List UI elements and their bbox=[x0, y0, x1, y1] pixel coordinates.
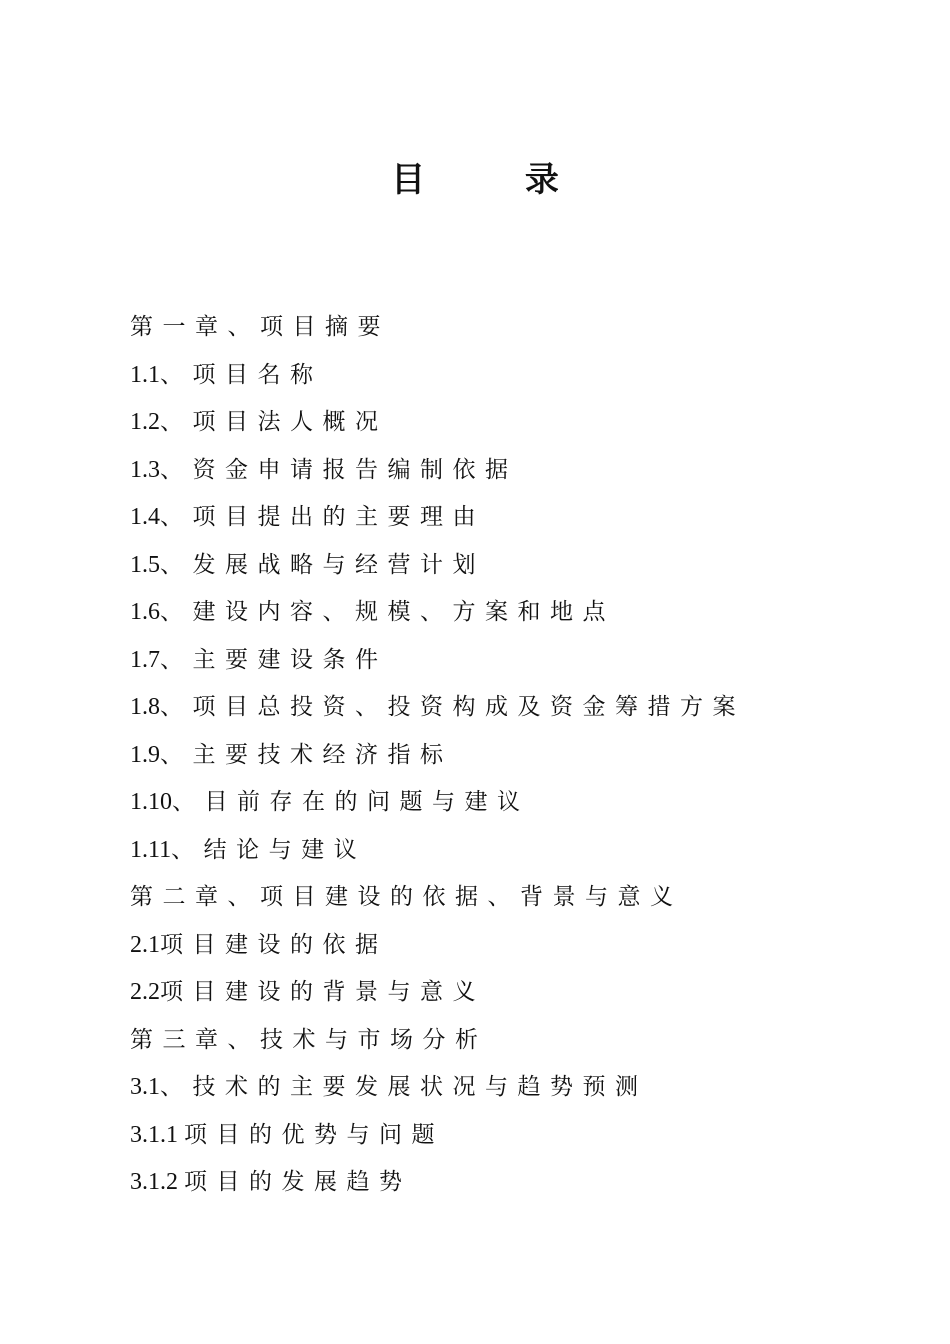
toc-entry[interactable] bbox=[130, 542, 850, 590]
toc-title: 目 录 bbox=[391, 160, 603, 200]
toc-entry-number: 1.11 bbox=[130, 836, 172, 863]
toc-entry-number: 3.1.2 bbox=[130, 1169, 184, 1195]
toc-entry-number: 3.1 bbox=[130, 1074, 160, 1100]
toc-entry-text: 项目的优势与问题 bbox=[184, 1121, 444, 1148]
toc-entry-text: 项目建设的背景与意义 bbox=[160, 979, 485, 1005]
toc-entry[interactable] bbox=[130, 779, 850, 827]
toc-entry[interactable] bbox=[130, 447, 850, 495]
toc-entry-number: 3.1.1 bbox=[130, 1121, 184, 1148]
toc-entry-number: 1.3 bbox=[130, 456, 160, 483]
toc-entry[interactable] bbox=[130, 684, 850, 732]
toc-entry-number: 1.1 bbox=[130, 361, 160, 388]
toc-entry-text: 、项目法人概况 bbox=[160, 409, 388, 435]
toc-entry[interactable] bbox=[130, 1017, 850, 1065]
toc-entry[interactable] bbox=[130, 1159, 850, 1207]
toc-entry[interactable] bbox=[130, 399, 850, 447]
toc-entry[interactable] bbox=[130, 1064, 850, 1112]
toc-entry[interactable] bbox=[130, 874, 850, 922]
toc-entry[interactable] bbox=[130, 304, 850, 352]
toc-entry-text: 、结论与建议 bbox=[171, 836, 367, 863]
toc-entry-text: 、发展战略与经营计划 bbox=[160, 551, 485, 578]
toc-entry-number: 1.8 bbox=[130, 694, 160, 720]
toc-entry-text: 、项目名称 bbox=[160, 361, 323, 388]
toc-entry[interactable] bbox=[130, 1112, 850, 1160]
toc-entry-text: 项目的发展趋势 bbox=[184, 1169, 412, 1195]
toc-entry[interactable] bbox=[130, 827, 850, 875]
toc-entry-text: 第一章、项目摘要 bbox=[130, 314, 390, 340]
toc-entry-text: 、项目提出的主要理由 bbox=[160, 504, 485, 530]
toc-entry-text: 、资金申请报告编制依据 bbox=[160, 456, 518, 483]
toc-entry-number: 2.1 bbox=[130, 931, 160, 958]
toc-entry-text: 项目建设的依据 bbox=[160, 931, 388, 958]
toc-entry-text: 、项目总投资、投资构成及资金筹措方案 bbox=[160, 694, 745, 720]
toc-entry-text: 第二章、项目建设的依据、背景与意义 bbox=[130, 884, 683, 910]
toc-entry-number: 2.2 bbox=[130, 979, 160, 1005]
toc-entry-text: 第三章、技术与市场分析 bbox=[130, 1026, 488, 1053]
toc-entry-number: 1.6 bbox=[130, 599, 160, 625]
toc-entry-text: 、建设内容、规模、方案和地点 bbox=[160, 599, 615, 625]
toc-entry[interactable] bbox=[130, 352, 850, 400]
toc-entry-number: 1.9 bbox=[130, 741, 160, 768]
toc-entry-number: 1.2 bbox=[130, 409, 160, 435]
toc-entry-number: 1.7 bbox=[130, 646, 160, 673]
toc-entry-number: 1.4 bbox=[130, 504, 160, 530]
toc-entry-text: 、技术的主要发展状况与趋势预测 bbox=[160, 1074, 648, 1100]
toc-entry-text: 、目前存在的问题与建议 bbox=[172, 789, 530, 815]
toc-entry[interactable] bbox=[130, 969, 850, 1017]
toc-entry-number: 1.5 bbox=[130, 551, 160, 578]
toc-entry[interactable] bbox=[130, 732, 850, 780]
toc-entry[interactable] bbox=[130, 589, 850, 637]
toc-entry[interactable] bbox=[130, 494, 850, 542]
toc-entry[interactable] bbox=[130, 922, 850, 970]
toc-entry-text: 、主要建设条件 bbox=[160, 646, 388, 673]
toc-list bbox=[130, 304, 850, 1207]
toc-entry-text: 、主要技术经济指标 bbox=[160, 741, 453, 768]
toc-entry[interactable] bbox=[130, 637, 850, 685]
toc-entry-number: 1.10 bbox=[130, 789, 172, 815]
